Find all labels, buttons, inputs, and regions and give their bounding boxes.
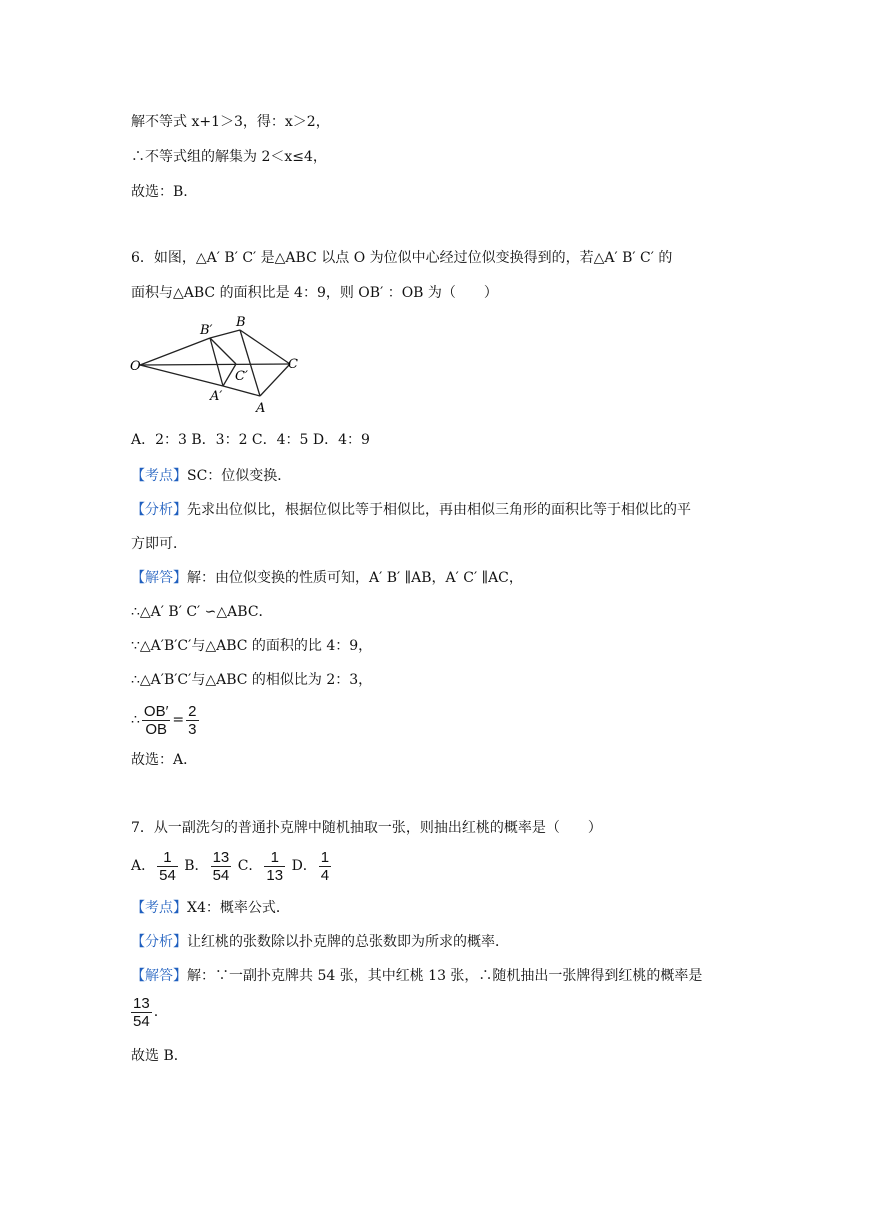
fenxi-tag: 【分析】 <box>131 502 187 518</box>
q6-jieda-line-2: ∴△A′ B′ C′ ∽△ABC． <box>131 604 273 620</box>
option-a-fraction <box>157 849 178 884</box>
fraction-ob <box>142 703 171 738</box>
q7-options <box>131 846 333 886</box>
q6-answer: 故选：A． <box>131 752 198 768</box>
jieda-text: 解：∵一副扑克牌共 54 张，其中红桃 13 张，∴随机抽出一张牌得到红桃的概率是 <box>187 968 703 984</box>
fenxi-text: 让红桃的张数除以扑克牌的总张数即为所求的概率． <box>187 934 509 950</box>
label-c: C <box>288 357 298 372</box>
jieda-text: 解：由位似变换的性质可知，A′ B′ ∥AB，A′ C′ ∥AC， <box>187 570 523 586</box>
q7-answer: 故选 B． <box>131 1048 188 1064</box>
option-c-fraction <box>264 849 285 884</box>
fraction-denominator: 3 <box>188 720 197 738</box>
fraction-numerator: 1 <box>320 848 330 866</box>
label-a-prime: A′ <box>210 389 223 404</box>
q6-fenxi-line-1 <box>131 500 691 520</box>
period: . <box>153 1004 159 1020</box>
q7-stem: 7．从一副洗匀的普通扑克牌中随机抽取一张，则抽出红桃的概率是（ ） <box>131 820 602 836</box>
line-a1a <box>223 386 260 396</box>
line-oc <box>140 364 290 365</box>
fraction-denominator: 54 <box>133 1012 150 1030</box>
option-a-label: A． <box>131 858 156 874</box>
line-oa1 <box>140 365 223 386</box>
line-ba <box>240 330 260 396</box>
label-b-prime: B′ <box>200 323 213 338</box>
fenxi-text: 先求出位似比，根据位似比等于相似比，再由相似三角形的面积比等于相似比的平 <box>187 502 691 518</box>
kaodian-text: X4：概率公式． <box>187 900 290 916</box>
q6-kaodian <box>131 466 291 486</box>
kaodian-tag: 【考点】 <box>131 900 187 916</box>
jieda-tag: 【解答】 <box>131 570 187 586</box>
line-ac <box>260 364 290 396</box>
option-b-fraction <box>211 849 232 884</box>
fraction-13-54 <box>131 995 152 1030</box>
therefore-symbol: ∴ <box>131 712 140 728</box>
line-bc <box>240 330 290 364</box>
prev-answer: 故选：B. <box>131 184 188 200</box>
fraction-numerator: 13 <box>133 994 150 1012</box>
q7-probability-fraction <box>131 992 158 1032</box>
fraction-numerator: 1 <box>157 849 178 867</box>
q6-jieda-line-3: ∵△A′B′C′与△ABC 的面积的比 4：9， <box>131 638 373 654</box>
fenxi-tag: 【分析】 <box>131 934 187 950</box>
label-c-prime: C′ <box>235 369 248 384</box>
jieda-tag: 【解答】 <box>131 968 187 984</box>
fraction-denominator: 4 <box>320 866 330 884</box>
prev-line-1: 解不等式 x+1＞3，得：x＞2， <box>131 114 330 130</box>
q6-fenxi-line-2: 方即可． <box>131 536 187 552</box>
fraction-denominator: OB <box>145 720 168 738</box>
q6-jieda-line-1 <box>131 568 523 588</box>
prev-line-2: ∴不等式组的解集为 2＜x≤4， <box>131 149 327 165</box>
q6-options: A．2：3 B．3：2 C．4：5 D．4：9 <box>131 432 370 448</box>
fraction-numerator: 13 <box>212 848 230 866</box>
line-ob1 <box>140 338 210 365</box>
homothety-figure <box>128 312 308 420</box>
q7-kaodian <box>131 898 290 918</box>
q6-stem-line-1: 6．如图，△A′ B′ C′ 是△ABC 以点 O 为位似中心经过位似变换得到的，若△A′ B′ C′ 的 <box>131 250 673 266</box>
q6-jieda-line-4: ∴△A′B′C′与△ABC 的相似比为 2：3， <box>131 672 373 688</box>
fraction-denominator: 13 <box>266 866 284 884</box>
q7-fenxi <box>131 932 509 952</box>
q7-jieda <box>131 966 702 986</box>
q6-ratio-equation <box>131 701 201 739</box>
q6-stem-line-2: 面积与△ABC 的面积比是 4：9，则 OB′ ：OB 为（ ） <box>131 285 498 301</box>
option-d-label: D． <box>291 858 317 874</box>
line-b1b <box>210 330 240 338</box>
fraction-numerator: 1 <box>264 849 285 867</box>
kaodian-tag: 【考点】 <box>131 468 187 484</box>
fraction-denominator: 54 <box>212 866 230 884</box>
option-c-label: C． <box>237 858 263 874</box>
fraction-numerator: OB′ <box>143 702 169 720</box>
equals-sign: = <box>172 712 185 728</box>
label-b: B <box>236 315 246 330</box>
option-d-fraction <box>319 849 331 884</box>
fraction-numerator: 2 <box>188 702 197 720</box>
label-o: O <box>130 359 141 374</box>
kaodian-text: SC：位似变换． <box>187 468 292 484</box>
fraction-two-thirds <box>186 703 198 738</box>
label-a: A <box>256 401 266 416</box>
fraction-denominator: 54 <box>159 866 176 884</box>
option-b-label: B． <box>184 858 209 874</box>
